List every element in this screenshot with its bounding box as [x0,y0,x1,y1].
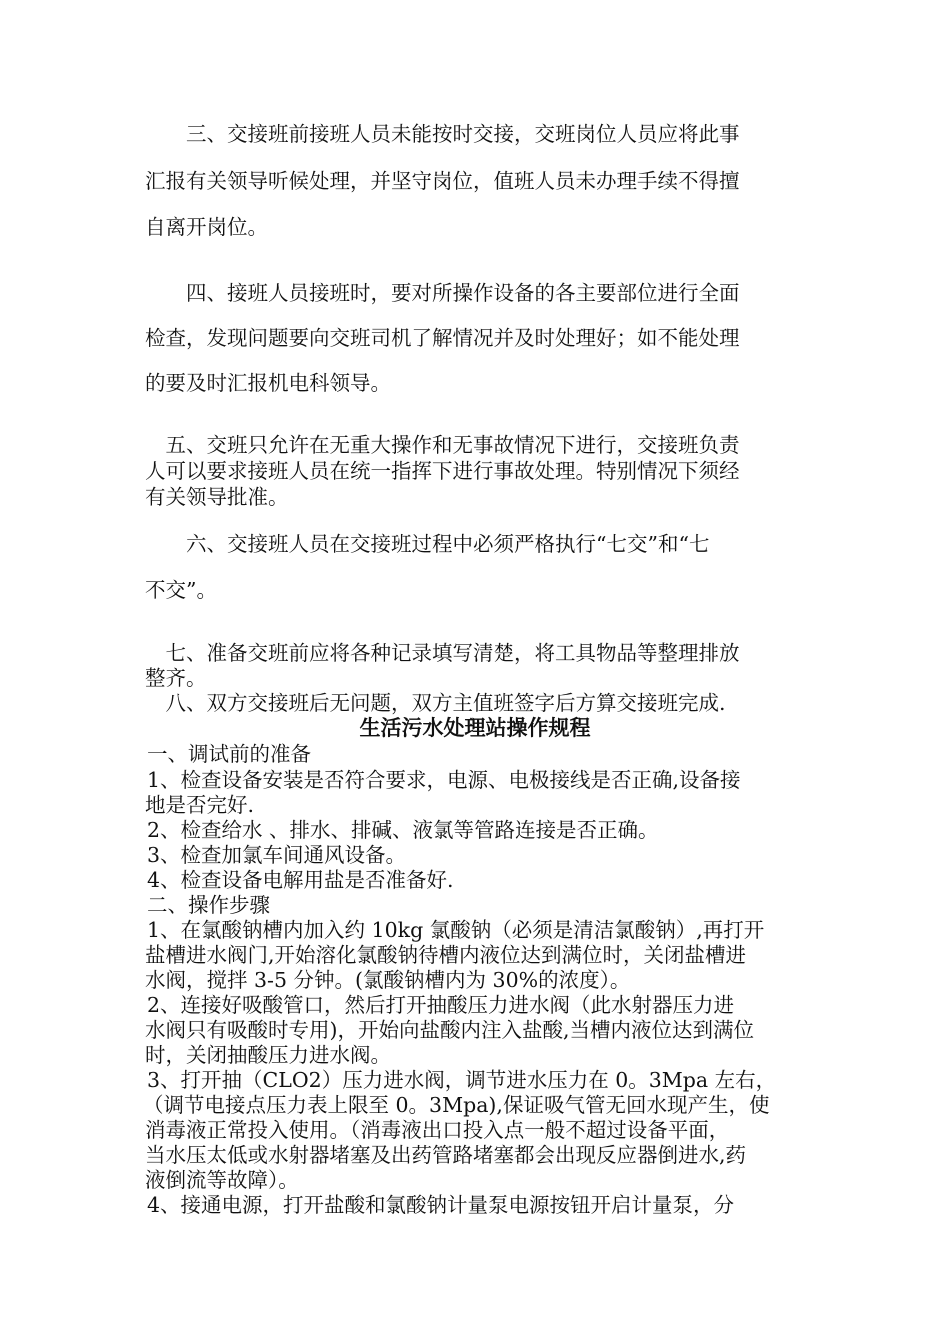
text-line: 当水压太低或水射器堵塞及出药管路堵塞都会出现反应器倒进水,药 [145,1143,747,1167]
text-line: 八、双方交接班后无问题，双方主值班签字后方算交接班完成. [145,691,726,715]
text-line: 盐槽进水阀门,开始溶化氯酸钠待槽内液位达到满位时，关闭盐槽进 [145,943,747,967]
text-line: 检查，发现问题要向交班司机了解情况并及时处理好；如不能处理 [145,326,740,350]
procedure-title: 生活污水处理站操作规程 [359,715,591,740]
text-line: （调节电接点压力表上限至 0。3Mpa),保证吸气管无回水现产生，使 [143,1093,770,1117]
text-line: 整齐。 [145,666,207,690]
text-line: 地是否完好. [145,793,255,817]
text-line: 液倒流等故障）。 [145,1168,299,1192]
text-line: 3、检查加氯车间通风设备。 [147,843,407,867]
text-line: 五、交班只允许在无重大操作和无事故情况下进行，交接班负责 [145,433,740,457]
section-heading: 二、操作步骤 [147,893,270,917]
text-line: 4、接通电源，打开盐酸和氯酸钠计量泵电源按钮开启计量泵，分 [147,1193,735,1217]
text-line: 自离开岗位。 [145,215,268,239]
text-line: 3、打开抽（CLO2）压力进水阀，调节进水压力在 0。3Mpa 左右， [147,1068,777,1092]
text-line: 三、交接班前接班人员未能按时交接，交班岗位人员应将此事 [145,122,740,146]
text-line: 六、交接班人员在交接班过程中必须严格执行“七交”和“七 [145,532,710,556]
text-line: 时，关闭抽酸压力进水阀。 [145,1043,391,1067]
text-line: 人可以要求接班人员在统一指挥下进行事故处理。特别情况下须经 [145,459,740,483]
text-line: 4、检查设备电解用盐是否准备好. [147,868,454,892]
text-line: 四、接班人员接班时，要对所操作设备的各主要部位进行全面 [145,281,740,305]
section-heading: 一、调试前的准备 [147,742,311,766]
text-line: 2、检查给水 、排水、排碱、液氯等管路连接是否正确。 [147,818,659,842]
text-line: 2、连接好吸酸管口，然后打开抽酸压力进水阀（此水射器压力进 [147,993,735,1017]
text-line: 的要及时汇报机电科领导。 [145,371,391,395]
text-line: 七、准备交班前应将各种记录填写清楚，将工具物品等整理排放 [145,641,740,665]
text-line: 水阀，搅拌 3-5 分钟。(氯酸钠槽内为 30%的浓度）。 [145,968,631,992]
text-line: 不交”。 [145,578,217,602]
text-line: 水阀只有吸酸时专用)，开始向盐酸内注入盐酸,当槽内液位达到满位 [145,1018,755,1042]
text-line: 1、检查设备安装是否符合要求，电源、电极接线是否正确,设备接 [147,768,741,792]
text-line: 汇报有关领导听候处理，并坚守岗位，值班人员未办理手续不得擅 [145,169,740,193]
text-line: 有关领导批准。 [145,485,289,509]
text-line: 1、在氯酸钠槽内加入约 10kg 氯酸钠（必须是清洁氯酸钠）,再打开 [147,918,765,942]
text-line: 消毒液正常投入使用。（消毒液出口投入点一般不超过设备平面， [145,1118,730,1142]
